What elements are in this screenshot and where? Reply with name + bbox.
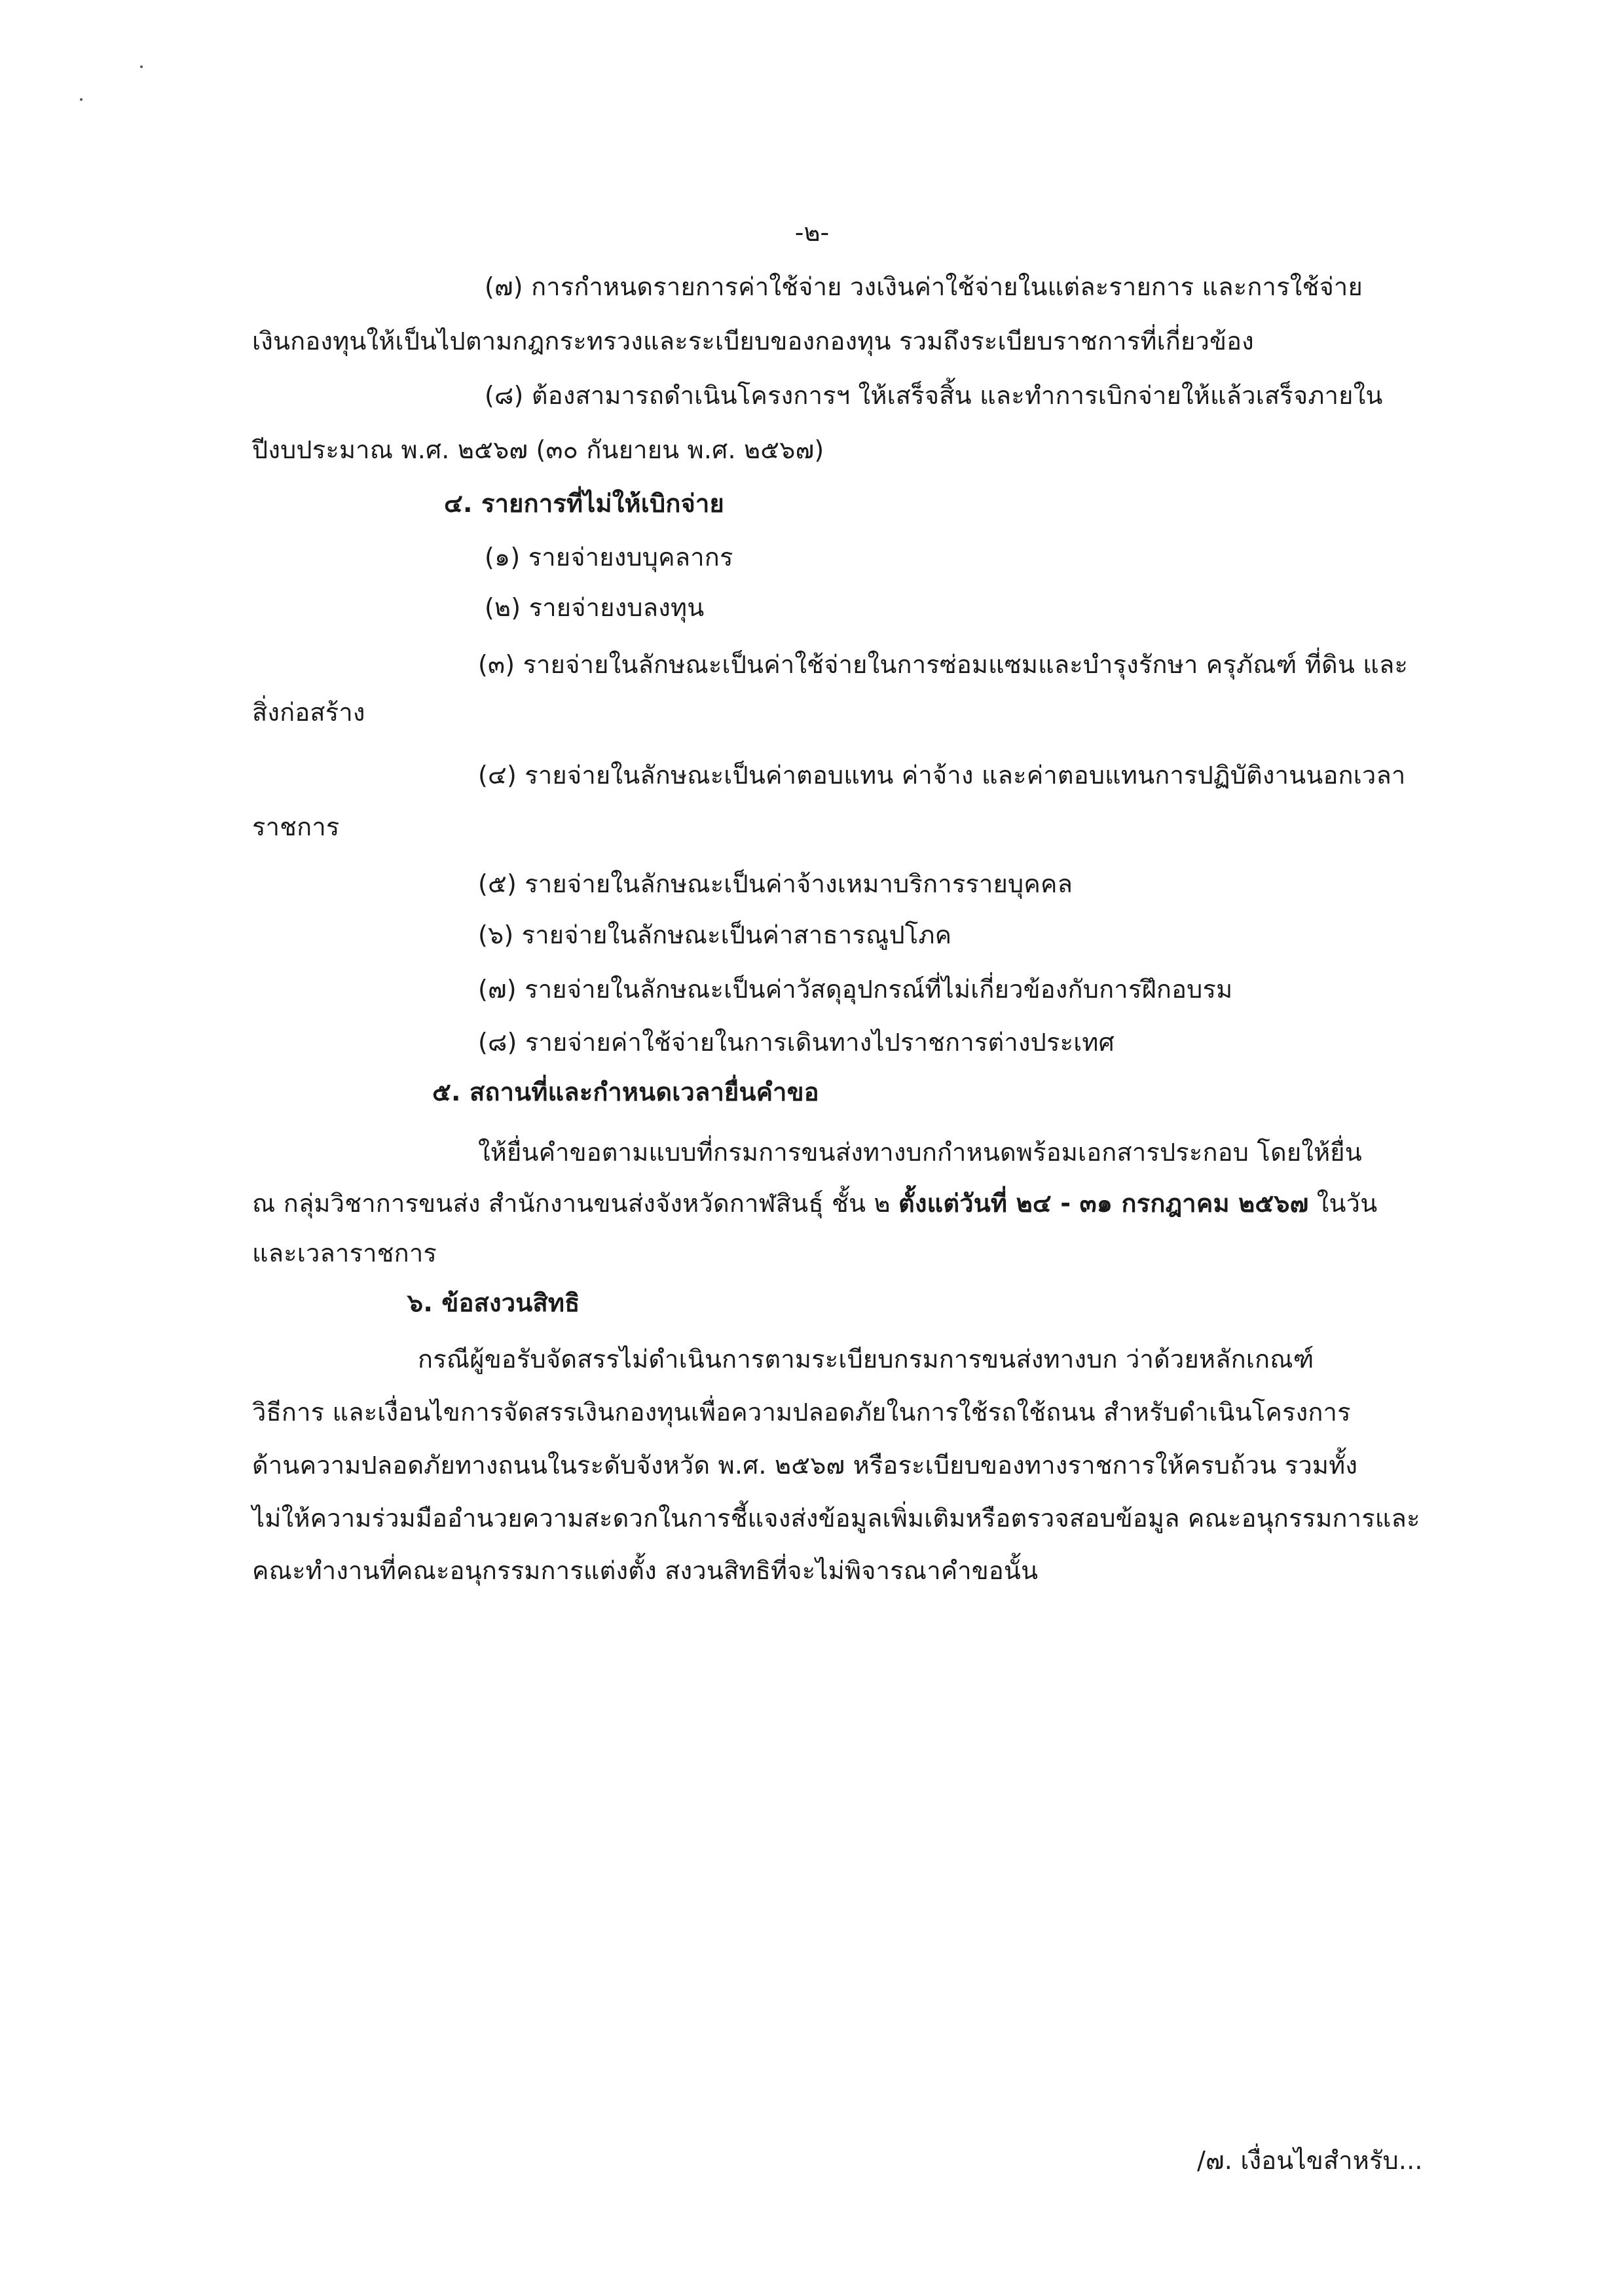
item7-line1: (๗) การกำหนดรายการค่าใช้จ่าย วงเงินค่าใช้จ่ายในแต่ละรายการ และการใช้จ่าย [485,272,1363,301]
section6-line5: คณะทำงานที่คณะอนุกรรมการแต่งตั้ง สงวนสิทธิที่จะไม่พิจารณาคำขอนั้น [252,1556,1039,1585]
section4-item4-line1: (๔) รายจ่ายในลักษณะเป็นค่าตอบแทน ค่าจ้าง และค่าตอบแทนการปฏิบัติงานนอกเวลา [478,761,1406,790]
continuation-note: /๗. เงื่อนไขสำหรับ... [1197,2146,1423,2175]
section4-item3-line2: สิ่งก่อสร้าง [252,698,365,727]
section5-line2-end: ในวัน [1308,1189,1378,1218]
item8-line1: (๘) ต้องสามารถดำเนินโครงการฯ ให้เสร็จสิ้น และทำการเบิกจ่ายให้แล้วเสร็จภายใน [485,381,1383,410]
section6-line2: วิธีการ และเงื่อนไขการจัดสรรเงินกองทุนเพื่อความปลอดภัยในการใช้รถใช้ถนน สำหรับดำเนินโครงการ [252,1398,1351,1427]
section6-heading: ๖. ข้อสงวนสิทธิ [407,1288,580,1317]
section4-item2: (๒) รายจ่ายงบลงทุน [485,593,705,622]
section4-item4-line2: ราชการ [252,812,340,841]
section4-item5: (๕) รายจ่ายในลักษณะเป็นค่าจ้างเหมาบริการรายบุคคล [478,869,1073,898]
section5-line2-start: ณ กลุ่มวิชาการขนส่ง สำนักงานขนส่งจังหวัดกาฬสินธุ์ ชั้น ๒ [252,1189,898,1218]
section4-item8: (๘) รายจ่ายค่าใช้จ่ายในการเดินทางไปราชการต่างประเทศ [478,1028,1115,1057]
section4-item7: (๗) รายจ่ายในลักษณะเป็นค่าวัสดุอุปกรณ์ที่ไม่เกี่ยวข้องกับการฝึกอบรม [478,975,1233,1004]
section6-line3: ด้านความปลอดภัยทางถนนในระดับจังหวัด พ.ศ. ๒๕๖๗ หรือระเบียบของทางราชการให้ครบถ้วน รวมทั้ง [252,1451,1358,1480]
section4-item6: (๖) รายจ่ายในลักษณะเป็นค่าสาธารณูปโภค [478,920,952,949]
item7-line2: เงินกองทุนให้เป็นไปตามกฎกระทรวงและระเบียบของกองทุน รวมถึงระเบียบราชการที่เกี่ยวข้อง [252,327,1254,355]
scan-speck [80,98,83,101]
section4-item1: (๑) รายจ่ายงบบุคลากร [485,543,733,572]
section5-line2 [252,1187,1377,1220]
section5-heading: ๕. สถานที่และกำหนดเวลายื่นคำขอ [432,1078,819,1106]
section6-line1: กรณีผู้ขอรับจัดสรรไม่ดำเนินการตามระเบียบกรมการขนส่งทางบก ว่าด้วยหลักเกณฑ์ [418,1345,1314,1374]
section4-item3-line1: (๓) รายจ่ายในลักษณะเป็นค่าใช้จ่ายในการซ่อมแซมและบำรุงรักษา ครุภัณฑ์ ที่ดิน และ [478,650,1409,679]
scan-speck [140,65,143,68]
section5-date-range: ตั้งแต่วันที่ ๒๔ - ๓๑ กรกฎาคม ๒๕๖๗ [898,1189,1309,1218]
section4-heading: ๔. รายการที่ไม่ให้เบิกจ่าย [444,489,724,518]
page-number: -๒- [794,218,830,247]
item8-line2: ปีงบประมาณ พ.ศ. ๒๕๖๗ (๓๐ กันยายน พ.ศ. ๒๕๖๗) [252,435,824,464]
section5-line1: ให้ยื่นคำขอตามแบบที่กรมการขนส่งทางบกกำหนดพร้อมเอกสารประกอบ โดยให้ยื่น [478,1138,1362,1167]
section6-line4: ไม่ให้ความร่วมมืออำนวยความสะดวกในการชี้แจงส่งข้อมูลเพิ่มเติมหรือตรวจสอบข้อมูล คณะอนุกรรมการและ [252,1504,1420,1533]
section5-line3: และเวลาราชการ [252,1239,437,1267]
